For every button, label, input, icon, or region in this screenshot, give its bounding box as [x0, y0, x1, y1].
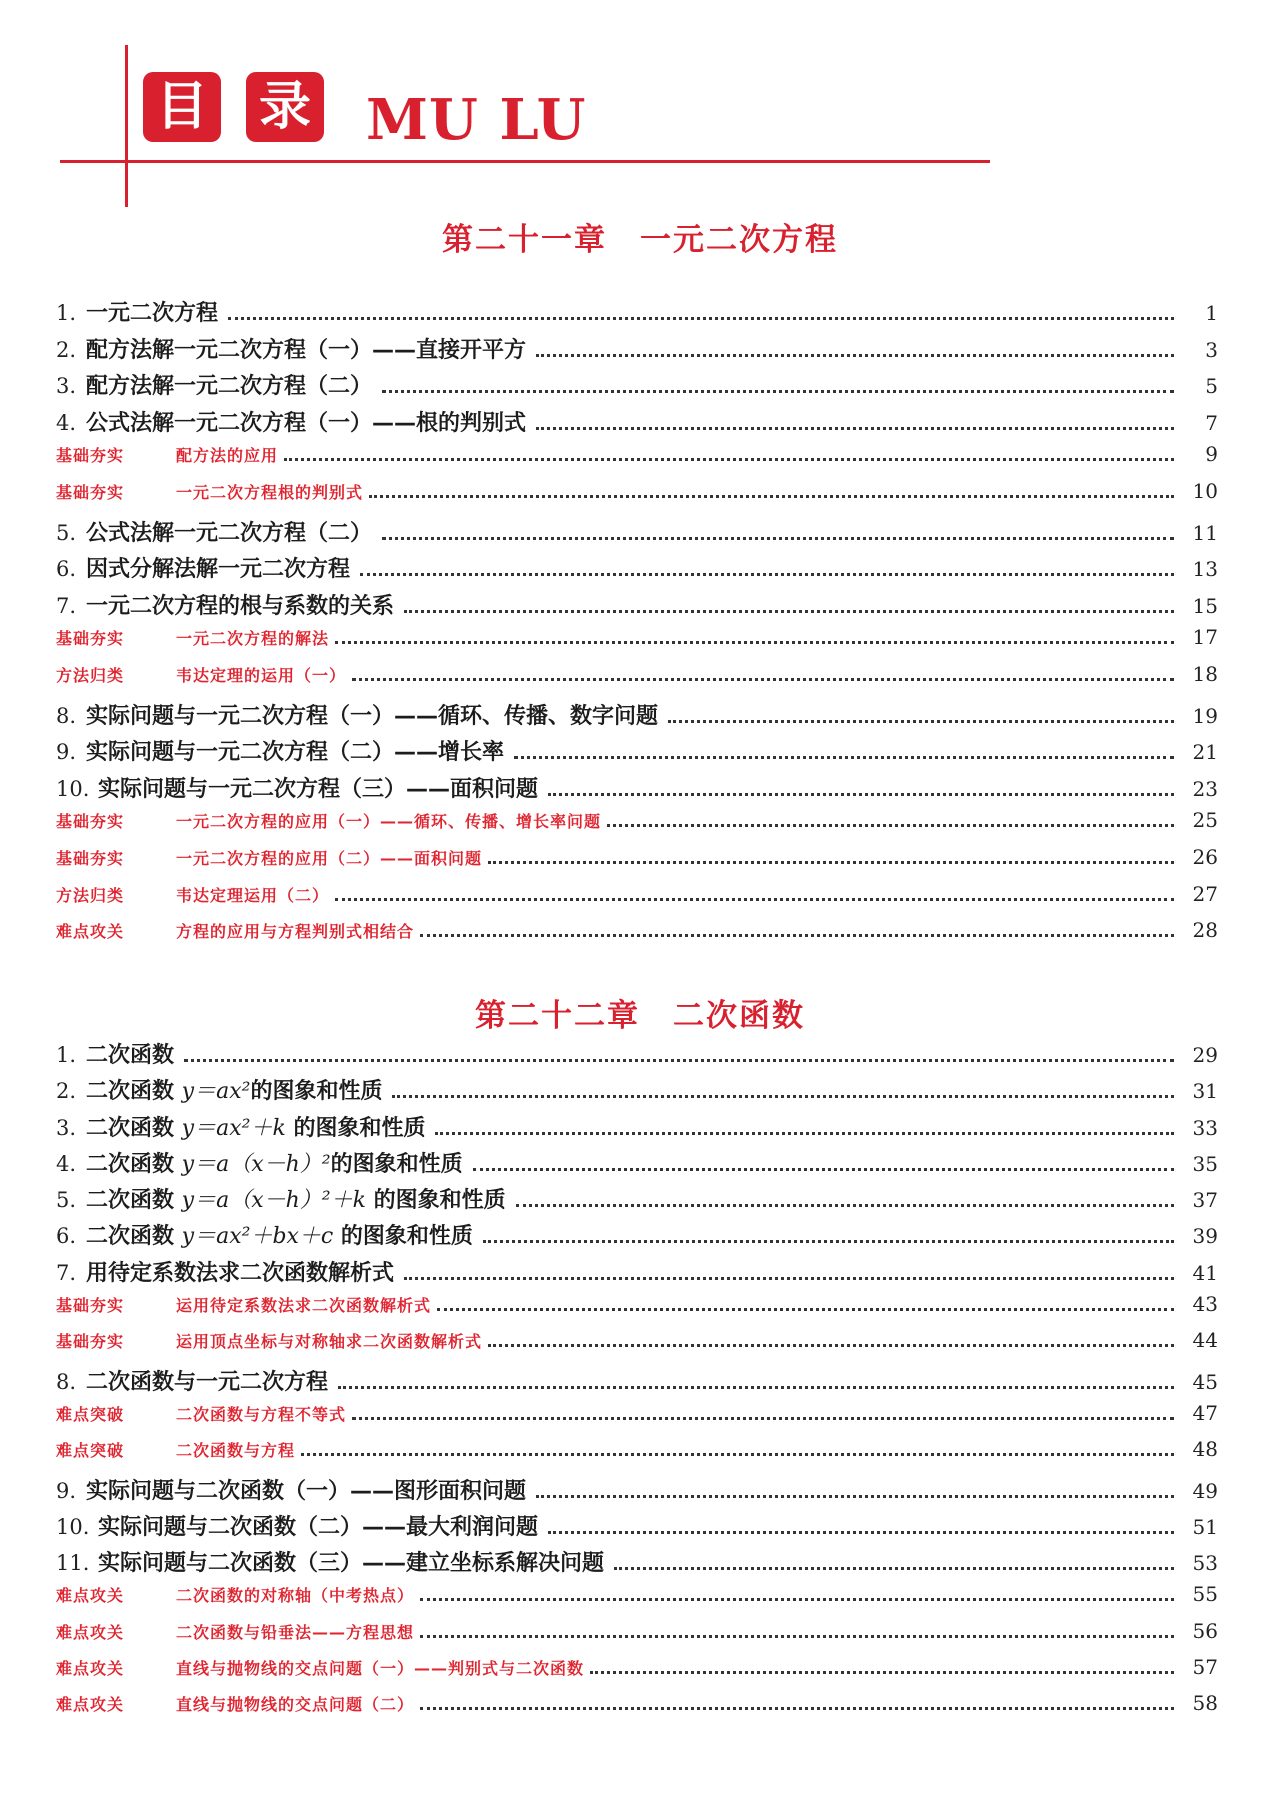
entry-title: 运用待定系数法求二次函数解析式 — [176, 1296, 432, 1316]
entry-page-number: 3 — [1205, 337, 1218, 362]
leader-dots — [382, 390, 1174, 393]
title-pinyin: MU LU — [366, 87, 587, 153]
entry-number: 9. — [56, 740, 77, 765]
entry-page-number: 18 — [1192, 661, 1218, 686]
leader-dots — [488, 861, 1174, 864]
entry-tag: 难点突破 — [56, 1441, 125, 1461]
toc-special-entry[interactable] — [56, 808, 1218, 845]
leader-dots — [607, 824, 1174, 827]
entry-title — [86, 1147, 463, 1178]
leader-dots — [335, 641, 1174, 644]
entry-number: 3. — [56, 374, 77, 399]
chapter-21-title: 第二十一章 一元二次方程 — [442, 222, 838, 258]
entry-number: 5. — [56, 1188, 77, 1213]
entry-tag: 难点攻关 — [56, 1695, 125, 1715]
entry-title: 一元二次方程的应用（一）——循环、传播、增长率问题 — [176, 812, 602, 832]
entry-tag: 方法归类 — [56, 885, 125, 905]
leader-dots — [335, 898, 1174, 901]
entry-title: 一元二次方程的应用（二）——面积问题 — [176, 848, 483, 868]
entry-title: 一元二次方程的解法 — [176, 629, 330, 649]
entry-page-number: 56 — [1192, 1618, 1218, 1643]
toc-special-entry[interactable] — [56, 1328, 1218, 1364]
entry-title-suffix: 的图象和性质 — [333, 1224, 473, 1250]
entry-page-number: 53 — [1192, 1551, 1218, 1576]
entry-title: 用待定系数法求二次函数解析式 — [86, 1260, 395, 1286]
entry-page-number: 48 — [1192, 1437, 1218, 1462]
toc-entry[interactable] — [56, 1074, 1218, 1110]
toc-entry[interactable] — [56, 735, 1218, 772]
toc-entry[interactable] — [56, 1183, 1218, 1219]
entry-page-number: 9 — [1205, 442, 1218, 467]
entry-page-number: 13 — [1192, 557, 1218, 582]
entry-title: 韦达定理的运用（一） — [176, 665, 347, 685]
entry-number: 8. — [56, 1369, 77, 1394]
toc-entry[interactable] — [56, 552, 1218, 589]
toc-special-entry[interactable] — [56, 1437, 1218, 1473]
toc-special-entry[interactable] — [56, 625, 1218, 662]
entry-title — [86, 1074, 382, 1105]
entry-title — [86, 1219, 473, 1250]
leader-dots — [590, 1671, 1174, 1674]
entry-title: 实际问题与一元二次方程（一）——循环、传播、数字问题 — [86, 703, 659, 729]
leader-dots — [536, 427, 1174, 430]
entry-title: 公式法解一元二次方程（一）——根的判别式 — [86, 410, 527, 436]
toc-special-entry[interactable] — [56, 845, 1218, 882]
toc-entry[interactable] — [56, 1546, 1218, 1582]
leader-dots — [184, 1059, 1174, 1062]
entry-number: 1. — [56, 1043, 77, 1067]
leader-dots — [404, 1277, 1174, 1280]
leader-dots — [483, 1240, 1174, 1243]
entry-page-number: 41 — [1192, 1260, 1218, 1285]
entry-number: 6. — [56, 1224, 77, 1249]
leader-dots — [514, 756, 1174, 759]
entry-tag: 难点突破 — [56, 1404, 125, 1424]
chapter-22-toc — [56, 1038, 1218, 1728]
toc-entry[interactable] — [56, 516, 1218, 553]
entry-number: 10. — [56, 1514, 90, 1539]
entry-page-number: 51 — [1192, 1514, 1218, 1539]
entry-page-number: 57 — [1192, 1655, 1218, 1680]
entry-formula: y＝a（x－h）² — [181, 1151, 331, 1177]
toc-special-entry[interactable] — [56, 882, 1218, 919]
entry-number: 9. — [56, 1478, 77, 1503]
entry-number: 7. — [56, 593, 77, 618]
entry-title-prefix: 二次函数 — [86, 1115, 182, 1141]
entry-page-number: 49 — [1192, 1478, 1218, 1503]
entry-title-prefix: 二次函数 — [86, 1224, 182, 1250]
entry-tag: 基础夯实 — [56, 629, 125, 649]
entry-tag: 基础夯实 — [56, 446, 125, 466]
entry-formula: y＝ax² — [181, 1079, 251, 1105]
entry-title: 二次函数与铅垂法——方程思想 — [176, 1622, 415, 1642]
entry-page-number: 43 — [1192, 1292, 1218, 1317]
leader-dots — [420, 1707, 1174, 1710]
leader-dots — [284, 458, 1174, 461]
entry-title: 二次函数的对称轴（中考热点） — [176, 1586, 415, 1606]
entry-title: 一元二次方程根的判别式 — [176, 482, 364, 502]
leader-dots — [437, 1308, 1174, 1311]
entry-title: 配方法解一元二次方程（一）——直接开平方 — [86, 337, 527, 363]
entry-title — [86, 1111, 425, 1142]
toc-entry[interactable] — [56, 369, 1218, 406]
entry-number: 10. — [56, 776, 90, 801]
entry-formula: y＝a（x－h）²＋k — [181, 1188, 366, 1214]
entry-title: 实际问题与二次函数（二）——最大利润问题 — [98, 1514, 539, 1540]
entry-tag: 方法归类 — [56, 665, 125, 685]
entry-title: 公式法解一元二次方程（二） — [86, 520, 373, 546]
leader-dots — [548, 1531, 1174, 1534]
entry-page-number: 1 — [1205, 301, 1218, 325]
entry-title: 运用顶点坐标与对称轴求二次函数解析式 — [176, 1332, 483, 1352]
entry-page-number: 39 — [1192, 1224, 1218, 1249]
entry-title: 二次函数与方程不等式 — [176, 1404, 347, 1424]
entry-title-suffix: 的图象和性质 — [285, 1115, 426, 1141]
title-box-mu: 目 — [143, 72, 221, 142]
leader-dots — [352, 678, 1174, 681]
toc-entry[interactable] — [56, 1256, 1218, 1292]
entry-title: 实际问题与一元二次方程（二）——增长率 — [86, 740, 505, 766]
entry-title-suffix: 的图象和性质 — [330, 1151, 463, 1177]
entry-page-number: 5 — [1205, 374, 1218, 399]
entry-title: 因式分解法解一元二次方程 — [86, 557, 351, 583]
entry-page-number: 21 — [1192, 740, 1218, 765]
entry-page-number: 45 — [1192, 1369, 1218, 1394]
entry-page-number: 31 — [1192, 1079, 1218, 1104]
entry-number: 7. — [56, 1260, 77, 1285]
toc-special-entry[interactable] — [56, 1655, 1218, 1691]
entry-title — [86, 1183, 506, 1214]
leader-dots — [536, 354, 1174, 357]
entry-page-number: 55 — [1192, 1582, 1218, 1607]
leader-dots — [369, 495, 1174, 498]
entry-title: 实际问题与二次函数（一）——图形面积问题 — [86, 1478, 527, 1504]
entry-tag: 难点攻关 — [56, 922, 125, 942]
entry-page-number: 23 — [1192, 776, 1218, 801]
leader-dots — [614, 1567, 1174, 1570]
entry-tag: 基础夯实 — [56, 848, 125, 868]
entry-title: 实际问题与二次函数（三）——建立坐标系解决问题 — [98, 1551, 605, 1577]
leader-dots — [420, 1598, 1174, 1601]
toc-entry[interactable] — [56, 699, 1218, 736]
chapter-22-title: 第二十二章 二次函数 — [475, 998, 805, 1034]
toc-entry[interactable] — [56, 1510, 1218, 1546]
toc-entry[interactable] — [56, 1219, 1218, 1255]
entry-title: 二次函数与一元二次方程 — [86, 1369, 329, 1395]
toc-entry[interactable] — [56, 1365, 1218, 1401]
entry-page-number: 15 — [1192, 593, 1218, 618]
toc-entry[interactable] — [56, 772, 1218, 809]
leader-dots — [352, 1417, 1174, 1420]
entry-tag: 基础夯实 — [56, 1332, 125, 1352]
leader-dots — [392, 1095, 1174, 1098]
leader-dots — [301, 1453, 1174, 1456]
entry-number: 3. — [56, 1115, 77, 1140]
toc-special-entry[interactable] — [56, 662, 1218, 699]
entry-title-suffix: 的图象和性质 — [365, 1188, 506, 1214]
leader-dots — [228, 317, 1174, 320]
entry-number: 6. — [56, 557, 77, 582]
entry-title: 实际问题与一元二次方程（三）——面积问题 — [98, 776, 539, 802]
entry-page-number: 33 — [1192, 1115, 1218, 1140]
entry-title-prefix: 二次函数 — [86, 1188, 182, 1214]
entry-title: 一元二次方程的根与系数的关系 — [86, 593, 395, 619]
entry-title-prefix: 二次函数 — [86, 1079, 182, 1105]
toc-entry[interactable] — [56, 296, 1218, 333]
entry-page-number: 27 — [1192, 881, 1218, 906]
leader-dots — [516, 1204, 1174, 1207]
toc-entry[interactable] — [56, 406, 1218, 443]
leader-dots — [473, 1168, 1174, 1171]
toc-entry[interactable] — [56, 1038, 1218, 1074]
entry-tag: 基础夯实 — [56, 482, 125, 502]
entry-page-number: 37 — [1192, 1188, 1218, 1213]
leader-dots — [360, 573, 1174, 576]
entry-page-number: 19 — [1192, 703, 1218, 728]
entry-title: 方程的应用与方程判别式相结合 — [176, 922, 415, 942]
entry-title: 配方法的应用 — [176, 446, 279, 466]
leader-dots — [548, 793, 1174, 796]
leader-dots — [404, 610, 1174, 613]
entry-number: 11. — [56, 1551, 90, 1576]
toc-entry[interactable] — [56, 1111, 1218, 1147]
entry-page-number: 25 — [1192, 808, 1218, 833]
toc-special-entry[interactable] — [56, 479, 1218, 516]
chapter-21-toc — [56, 296, 1218, 955]
entry-page-number: 26 — [1192, 844, 1218, 869]
entry-page-number: 17 — [1192, 625, 1218, 650]
entry-number: 2. — [56, 1079, 77, 1104]
toc-special-entry[interactable] — [56, 1292, 1218, 1328]
entry-tag: 基础夯实 — [56, 1296, 125, 1316]
toc-special-entry[interactable] — [56, 1401, 1218, 1437]
entry-title-suffix: 的图象和性质 — [250, 1079, 383, 1105]
toc-special-entry[interactable] — [56, 442, 1218, 479]
entry-title: 一元二次方程 — [86, 301, 219, 326]
leader-dots — [668, 720, 1174, 723]
entry-title: 配方法解一元二次方程（二） — [86, 374, 373, 400]
entry-title: 直线与抛物线的交点问题（二） — [176, 1695, 415, 1715]
entry-title: 直线与抛物线的交点问题（一）——判别式与二次函数 — [176, 1659, 585, 1679]
entry-title: 二次函数与方程 — [176, 1441, 296, 1461]
toc-special-entry[interactable] — [56, 1691, 1218, 1727]
leader-dots — [536, 1495, 1174, 1498]
entry-page-number: 7 — [1205, 410, 1218, 435]
title-box-lu: 录 — [246, 72, 324, 142]
entry-page-number: 58 — [1192, 1691, 1218, 1716]
entry-formula: y＝ax²＋k — [181, 1115, 286, 1141]
entry-number: 1. — [56, 301, 77, 325]
leader-dots — [420, 934, 1174, 937]
entry-tag: 基础夯实 — [56, 812, 125, 832]
toc-entry[interactable] — [56, 1474, 1218, 1510]
toc-entry[interactable] — [56, 1147, 1218, 1183]
header-vertical-rule — [125, 45, 128, 207]
toc-special-entry[interactable] — [56, 918, 1218, 955]
entry-page-number: 11 — [1192, 520, 1218, 545]
entry-number: 4. — [56, 1151, 77, 1176]
entry-number: 5. — [56, 520, 77, 545]
entry-formula: y＝ax²＋bx＋c — [181, 1224, 334, 1250]
entry-number: 4. — [56, 410, 77, 435]
header-horizontal-rule — [60, 160, 990, 163]
toc-entry[interactable] — [56, 589, 1218, 626]
leader-dots — [420, 1635, 1174, 1638]
entry-title: 韦达定理运用（二） — [176, 885, 330, 905]
entry-title-prefix: 二次函数 — [86, 1151, 182, 1177]
entry-tag: 难点攻关 — [56, 1622, 125, 1642]
entry-page-number: 28 — [1192, 918, 1218, 943]
entry-tag: 难点攻关 — [56, 1586, 125, 1606]
toc-special-entry[interactable] — [56, 1619, 1218, 1655]
entry-page-number: 10 — [1192, 478, 1218, 503]
entry-page-number: 35 — [1192, 1151, 1218, 1176]
leader-dots — [488, 1344, 1174, 1347]
leader-dots — [435, 1132, 1174, 1135]
toc-entry[interactable] — [56, 333, 1218, 370]
toc-special-entry[interactable] — [56, 1582, 1218, 1618]
entry-tag: 难点攻关 — [56, 1659, 125, 1679]
entry-title: 二次函数 — [86, 1043, 175, 1068]
entry-number: 8. — [56, 703, 77, 728]
entry-page-number: 47 — [1192, 1400, 1218, 1425]
leader-dots — [338, 1386, 1174, 1389]
entry-number: 2. — [56, 337, 77, 362]
entry-page-number: 29 — [1192, 1043, 1218, 1067]
leader-dots — [382, 537, 1174, 540]
entry-page-number: 44 — [1192, 1328, 1218, 1353]
